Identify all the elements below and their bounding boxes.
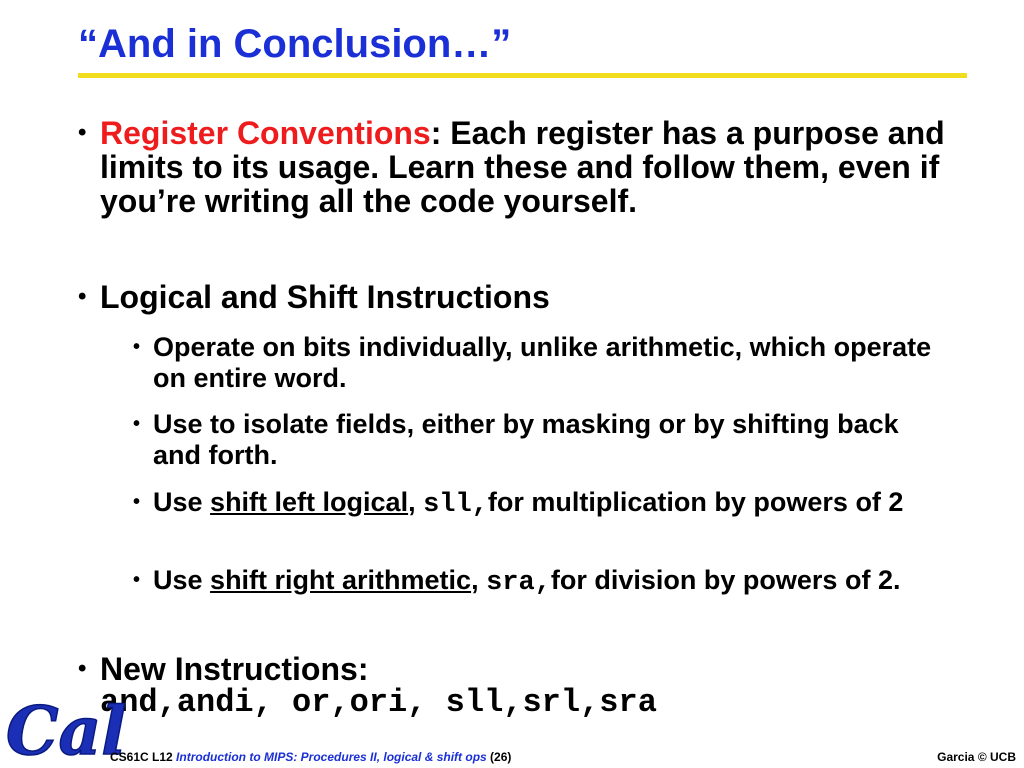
bullet-dot: • [133, 491, 141, 513]
logical-shift-heading: Logical and Shift Instructions [100, 279, 550, 315]
new-instructions-code: and,andi, or,ori, sll,srl,sra [100, 684, 657, 721]
sll-code: sll, [423, 490, 488, 520]
bullet-dot: • [78, 283, 87, 310]
slide-title: “And in Conclusion…” [78, 22, 512, 66]
register-conventions-highlight: Register Conventions [100, 115, 431, 151]
footer-course-code: CS61C L12 [110, 750, 177, 764]
footer-credit: Garcia © UCB [937, 750, 1016, 764]
cal-logo-text: Cal [6, 692, 127, 768]
footer-lecture-title: Introduction to MIPS: Procedures II, logical & shift ops [176, 750, 487, 764]
sub-bullet-text: Use to isolate fields, either by masking or by shifting back and forth. [153, 409, 899, 470]
sub-bullet-isolate-fields [133, 409, 953, 471]
footer-page-number: (26) [486, 750, 512, 764]
footer-course [110, 750, 511, 764]
sub-bullet-sll [133, 487, 953, 521]
new-instructions-heading: New Instructions: [100, 651, 369, 687]
bullet-register-conventions [78, 116, 978, 218]
bullet-new-instructions [78, 652, 978, 720]
sll-sep: , [408, 487, 424, 517]
bullet-dot: • [78, 119, 87, 146]
title-divider [78, 73, 967, 78]
sub-bullet-operate-bits [133, 332, 953, 394]
sra-prefix: Use [153, 565, 211, 595]
sll-suffix: for multiplication by powers of 2 [487, 487, 904, 517]
sll-prefix: Use [153, 487, 211, 517]
sub-bullet-text: Operate on bits individually, unlike arithmetic, which operate on entire word. [153, 332, 932, 393]
bullet-dot: • [133, 569, 141, 591]
sll-link[interactable]: shift left logical [210, 487, 409, 517]
cal-logo [4, 686, 127, 768]
sra-link[interactable]: shift right arithmetic [210, 565, 472, 595]
sub-bullet-sra [133, 565, 953, 599]
bullet-dot: • [133, 336, 141, 358]
bullet-logical-shift [78, 280, 978, 314]
sra-sep: , [471, 565, 487, 595]
sra-suffix: for division by powers of 2. [550, 565, 901, 595]
bullet-dot: • [78, 655, 87, 682]
sra-code: sra, [486, 568, 551, 598]
register-conventions-text: : Each register has a purpose and limits to its usage. Learn these and follow them, even if you’re writing all the code yourself. [100, 115, 945, 219]
bullet-dot: • [133, 413, 141, 435]
